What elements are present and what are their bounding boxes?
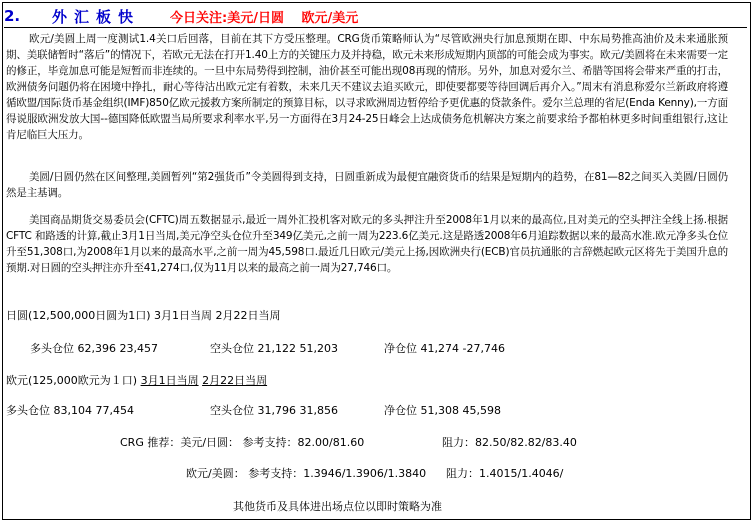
eur-heading-unit: 欧元(125,000欧元为１口) xyxy=(6,374,141,387)
crg-eurusd-support: 欧元/美圆： 参考支持：1.3946/1.3906/1.3840 xyxy=(186,467,427,480)
eur-heading-week1: 3月1日当周 xyxy=(140,374,199,387)
eur-long-positions: 多头仓位 83,104 77,454 xyxy=(6,404,134,417)
paragraph-usdjpy: 美圆/日圆仍然在区间整理,美圆暂列“第2强货币”令美圆得到支持，日圆重新成为最便宜融资货币的结果是短期内的趋势，在81—82之间买入美圆/日圆仍然是主基调。 xyxy=(6,171,728,199)
eur-heading-week2: 2月22日当周 xyxy=(202,374,268,387)
eur-net-positions: 净仓位 51,308 45,598 xyxy=(384,404,501,417)
today-focus-value: 美元/日圆 欧元/美元 xyxy=(227,10,359,26)
section-number: 2. xyxy=(4,7,21,25)
jpy-heading: 日圆(12,500,000日圆为1口) 3月1日当周 2月22日当周 xyxy=(6,309,281,322)
paragraph-cftc: 美国商品期货交易委员会(CFTC)周五数据显示,最近一周外汇投机客对欧元的多头押注升至2008年1月以来的最高位,且对美元的空头押注全线上扬.根据 CFTC 和路透的计算,截止3月1日当周,美元净空头仓位升至349亿美元,之前一周为223.6亿美元.这是路透2008年6月追踪数据以来的最高水准.欧元净多头仓位升至51,308口,为2008年1月以来的最高水平,之前一周为45,598口.最近几日欧元/美元上扬,因欧洲央行(ECB)官员抗通胀的言辞燃起欧元区将先于美国升息的预期.对日圆的空头押注亦升至41,274口,仅为11月以来的最高之前一周为27,746口。 xyxy=(6,214,728,274)
crg-eurusd-resistance: 阻力：1.4015/1.4046/ xyxy=(446,467,564,480)
paragraph-eurusd: 欧元/美圆上周一度测试1.4关口后回落，目前在其下方受压整理。CRG货币策略师认为“尽管欧洲央行加息预期在即、中东局势推高油价及未来通胀预期、美联储暂时“落后”的情况下，若欧元无法在打开1.40上方的关键压力及并持稳，欧元未来形成短期内顶部的可能会成为事实。欧元/美圆将在未来需要一定的修正，毕竟加息可能是短暂而非连续的。一旦中东局势得到控制，油价甚至可能出现08再现的情形。另外，加息对爱尔兰、希腊等国将会带来严重的打击，欧洲债务问题仍将在困境中挣扎，耐心等待沽出欧元定有着数，未来几天不建议去追买欧元，即使要都要等待回调后再介入。”周末有消息称爱尔兰新政府将遵循欧盟/国际货币基金组织(IMF)850亿欧元援救方案所制定的预算目标，以寻求欧洲周边暂停给予更优惠的贷款条件。爱尔兰总理的省尼(Enda Kenny),一方面得说服欧洲发放大国--德国降低欧盟当局所要求利率水平,另一方面得在3月24-25日峰会上达成债务危机解决方案之前要求给予都柏林更多时间重组银行,这让肯尼临巨大压力。 xyxy=(6,33,728,141)
today-focus-label: 今日关注: xyxy=(170,10,228,26)
eur-heading xyxy=(6,374,267,388)
jpy-net-positions: 净仓位 41,274 -27,746 xyxy=(384,342,505,355)
crg-footer-note: 其他货币及具体进出场点位以即时策略为准 xyxy=(233,500,442,513)
jpy-short-positions: 空头仓位 21,122 51,203 xyxy=(210,342,338,355)
section-title: 外汇板快 xyxy=(52,7,141,26)
jpy-long-positions: 多头仓位 62,396 23,457 xyxy=(30,342,158,355)
crg-usdjpy-support: CRG 推荐：美元/日圆： 参考支持：82.00/81.60 xyxy=(120,436,365,449)
header-divider xyxy=(4,27,747,28)
eur-short-positions: 空头仓位 31,796 31,856 xyxy=(210,404,338,417)
section-header xyxy=(4,6,358,26)
crg-usdjpy-resistance: 阻力：82.50/82.82/83.40 xyxy=(442,436,577,449)
